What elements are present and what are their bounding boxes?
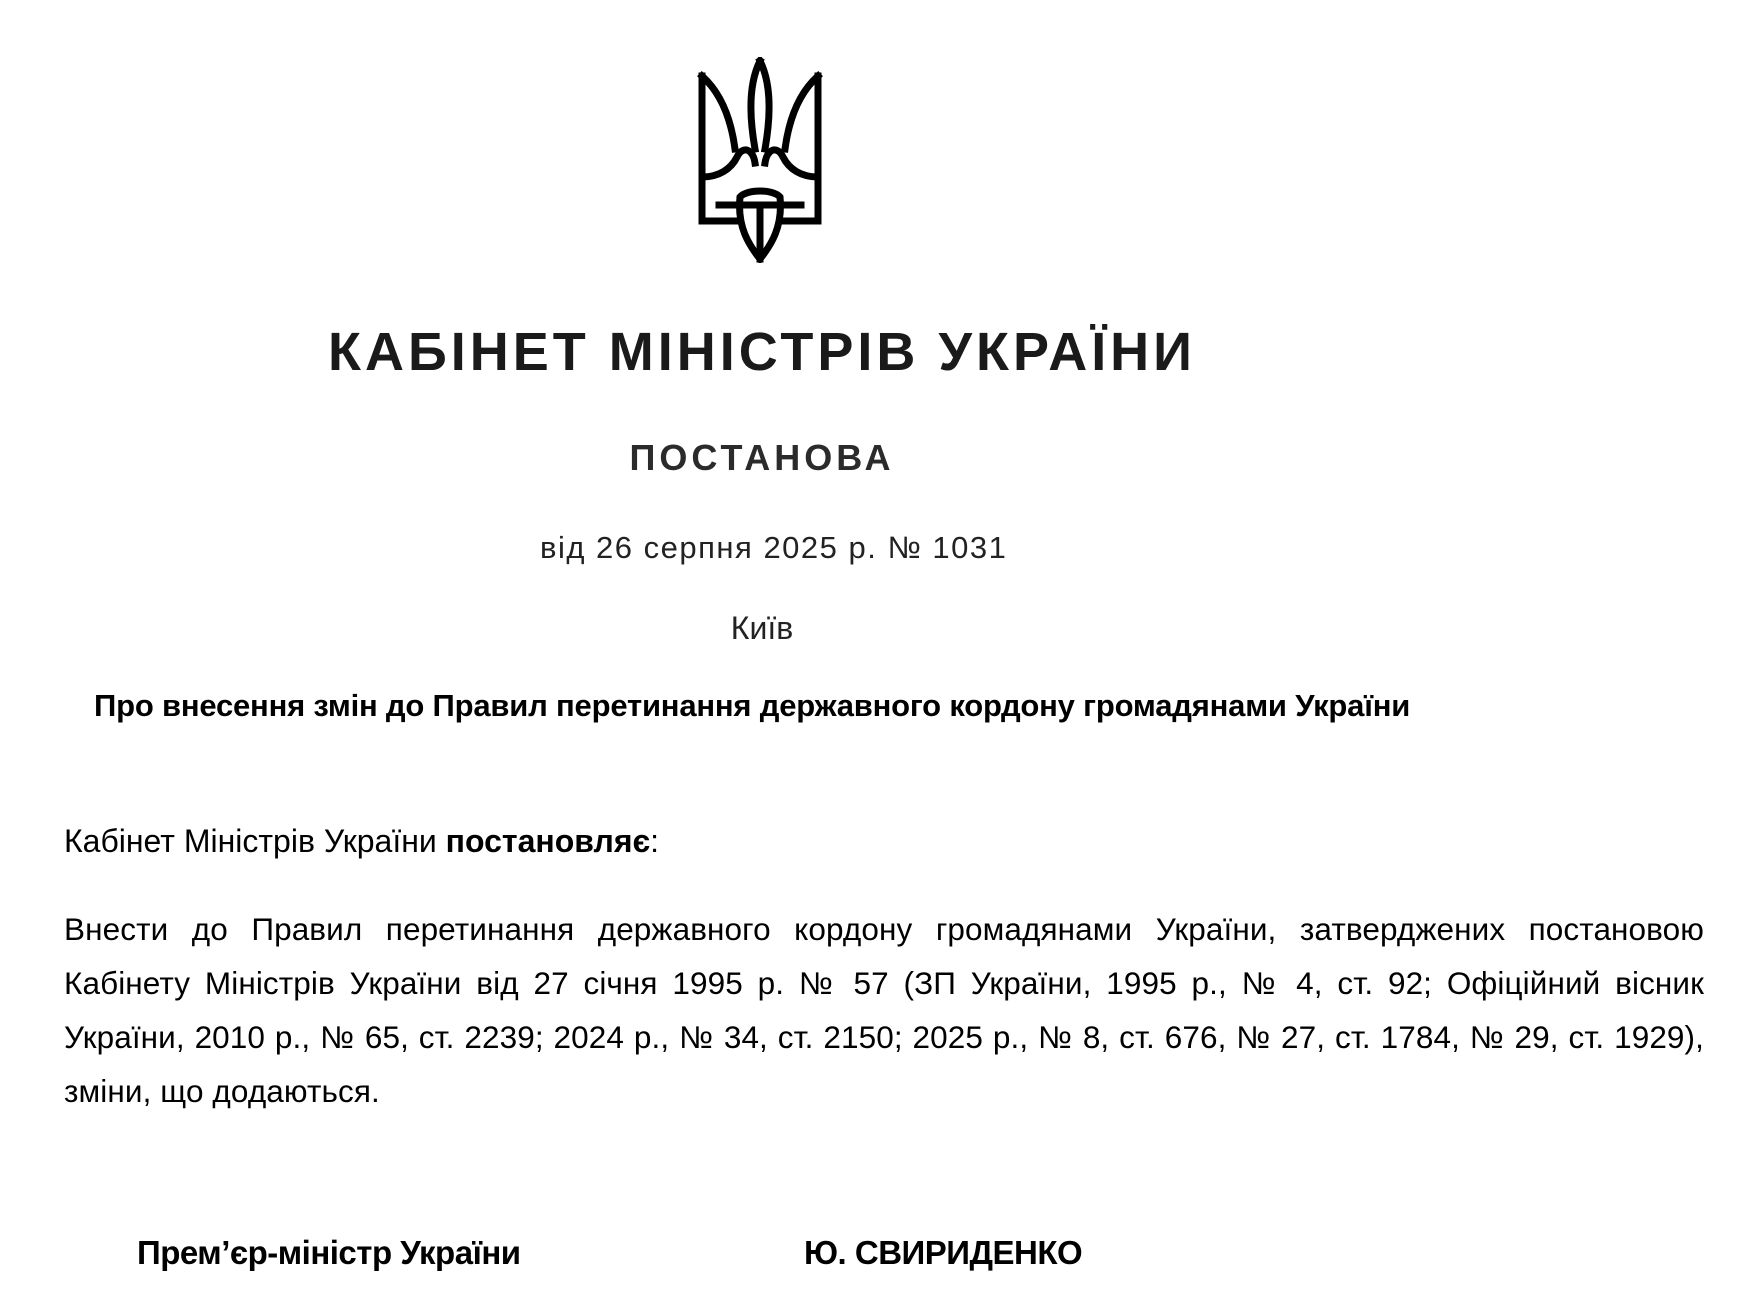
date-and-number: від 26 серпня 2025 р. № 1031 — [540, 530, 1008, 565]
signatory-position: Прем’єр-міністр України — [137, 1234, 521, 1271]
resolves-line — [64, 823, 659, 860]
document-subject: Про внесення змін до Правил перетинання державного кордону громадянами України — [94, 688, 1411, 723]
organization-title: КАБІНЕТ МІНІСТРІВ УКРАЇНИ — [328, 322, 1196, 382]
resolves-prefix: Кабінет Міністрів України — [64, 823, 446, 859]
resolves-verb: постановляє — [445, 823, 651, 859]
city: Київ — [730, 610, 794, 646]
trident-emblem-icon — [697, 57, 823, 263]
body-paragraph: Внести до Правил перетинання державного кордону громадянами України, затверджених постановою Кабінету Міністрів України від 27 січня 1995 р. № 57 (ЗП України, 1995 р., № 4, ст. 92; Офіційний вісник України, 2010 р., № 65, ст. 2239; 2024 р., № 34, ст. 2150; 2025 р., № 8, ст. 676, № 27, ст. 1784, № 29, ст. 1929), зміни, що додаються. — [64, 911, 1704, 1109]
resolves-suffix: : — [650, 823, 660, 859]
signatory-name: Ю. СВИРИДЕНКО — [804, 1234, 1083, 1271]
document-type: ПОСТАНОВА — [629, 437, 895, 478]
